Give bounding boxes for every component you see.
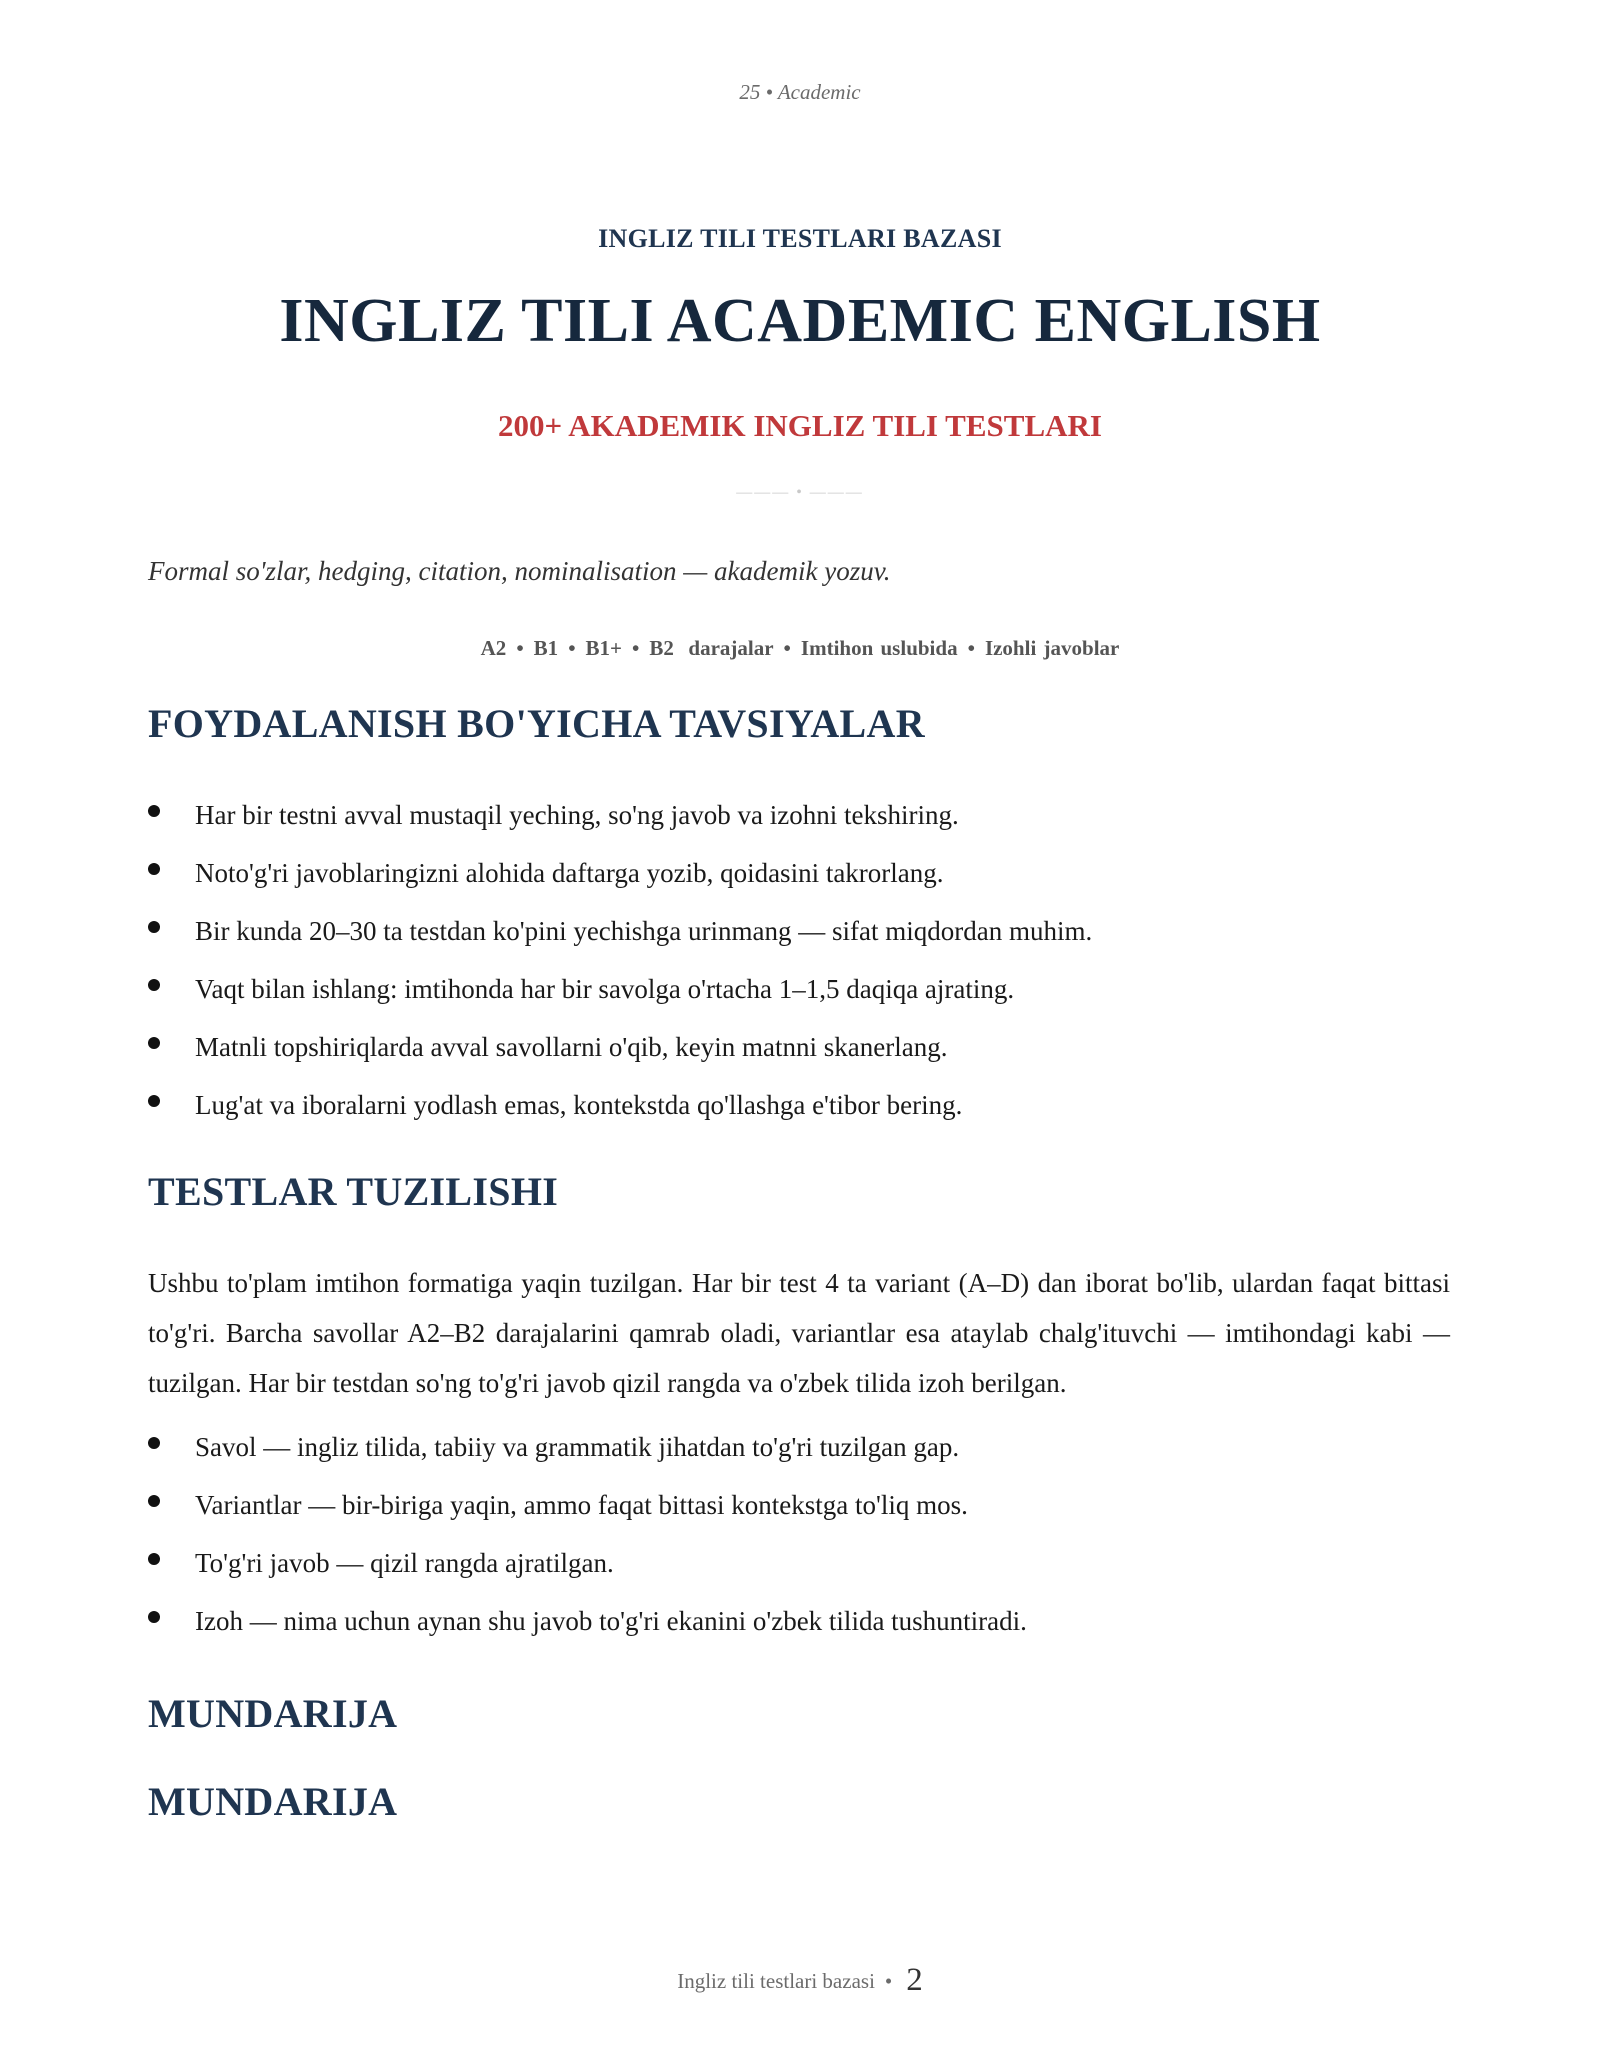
level-separator: • [967, 636, 975, 660]
list-item-text: Har bir testni avval mustaqil yeching, so'ng javob va izohni tekshiring. [195, 800, 959, 830]
bullet-icon [148, 1495, 160, 1507]
list-item [148, 972, 1458, 1030]
list-item-text: Savol — ingliz tilida, tabiiy va grammatik jihatdan to'g'ri tuzilgan gap. [195, 1432, 960, 1462]
list-item-text: Variantlar — bir-biriga yaqin, ammo faqat bittasi kontekstga to'liq mos. [195, 1490, 968, 1520]
level-separator: • [516, 636, 524, 660]
running-head: 25 • Academic [739, 80, 861, 104]
list-item-text: Noto'g'ri javoblaringizni alohida daftarga yozib, qoidasini takrorlang. [195, 858, 944, 888]
section-title-contents-repeat: MUNDARIJA [148, 1779, 398, 1824]
list-item [148, 1546, 1458, 1604]
bullet-icon [148, 805, 160, 817]
bullet-icon [148, 863, 160, 875]
document-subtitle: 200+ AKADEMIK INGLIZ TILI TESTLARI [498, 408, 1102, 443]
level-b1: B1 [533, 636, 559, 660]
list-item [148, 1430, 1458, 1488]
list-item [148, 1030, 1458, 1088]
structure-paragraph: Ushbu to'plam imtihon formatiga yaqin tuzilgan. Har bir test 4 ta variant (A–D) dan iborat bo'lib, ulardan faqat bittasi to'g'ri. Barcha savollar A2–B2 darajalarini qamrab oladi, variantlar esa ataylab chalg'ituvchi — imtihondagi kabi — tuzilgan. Har bir testdan so'ng to'g'ri javob qizil rangda va o'zbek tilida izoh berilgan. [148, 1268, 1450, 1398]
level-b2: B2 darajalar [649, 636, 774, 660]
section-title-contents: MUNDARIJA [148, 1691, 398, 1736]
level-separator: • [568, 636, 576, 660]
levels-line [0, 636, 1600, 661]
footer-text: Ingliz tili testlari bazasi [677, 1969, 875, 1993]
tips-list [148, 798, 1458, 1146]
document-title: INGLIZ TILI ACADEMIC ENGLISH [279, 287, 1321, 355]
bullet-icon [148, 1553, 160, 1565]
page-footer [0, 1962, 1600, 1999]
level-explained-answers: Izohli javoblar [984, 636, 1120, 660]
page-number: 2 [906, 1962, 923, 1998]
list-item-text: Lug'at va iboralarni yodlash emas, kontekstda qo'llashga e'tibor bering. [195, 1090, 963, 1120]
list-item-text: To'g'ri javob — qizil rangda ajratilgan. [195, 1548, 614, 1578]
list-item-text: Izoh — nima uchun aynan shu javob to'g'ri ekanini o'zbek tilida tushuntiradi. [195, 1606, 1027, 1636]
bullet-icon [148, 1611, 160, 1623]
list-item [148, 1604, 1458, 1662]
ornament-divider: ——— • ——— [736, 484, 864, 501]
section-title-tips: FOYDALANISH BO'YICHA TAVSIYALAR [148, 701, 925, 746]
list-item [148, 914, 1458, 972]
list-item-text: Matnli topshiriqlarda avval savollarni o'qib, keyin matnni skanerlang. [195, 1032, 948, 1062]
list-item-text: Vaqt bilan ishlang: imtihonda har bir savolga o'rtacha 1–1,5 daqiqa ajrating. [195, 974, 1015, 1004]
bullet-icon [148, 921, 160, 933]
bullet-icon [148, 1095, 160, 1107]
list-item [148, 1088, 1458, 1146]
list-item [148, 798, 1458, 856]
level-exam-style: Imtihon uslubida [800, 636, 958, 660]
kicker-title: INGLIZ TILI TESTLARI BAZASI [598, 224, 1002, 253]
list-item [148, 856, 1458, 914]
list-item [148, 1488, 1458, 1546]
bullet-icon [148, 979, 160, 991]
level-a2: A2 [480, 636, 507, 660]
section-title-structure: TESTLAR TUZILISHI [148, 1169, 559, 1214]
level-separator: • [783, 636, 791, 660]
level-b1plus: B1+ [585, 636, 623, 660]
footer-separator: • [884, 1969, 893, 1993]
bullet-icon [148, 1437, 160, 1449]
bullet-icon [148, 1037, 160, 1049]
tagline: Formal so'zlar, hedging, citation, nominalisation — akademik yozuv. [148, 556, 891, 586]
list-item-text: Bir kunda 20–30 ta testdan ko'pini yechishga urinmang — sifat miqdordan muhim. [195, 916, 1093, 946]
structure-list [148, 1430, 1458, 1662]
level-separator: • [632, 636, 640, 660]
